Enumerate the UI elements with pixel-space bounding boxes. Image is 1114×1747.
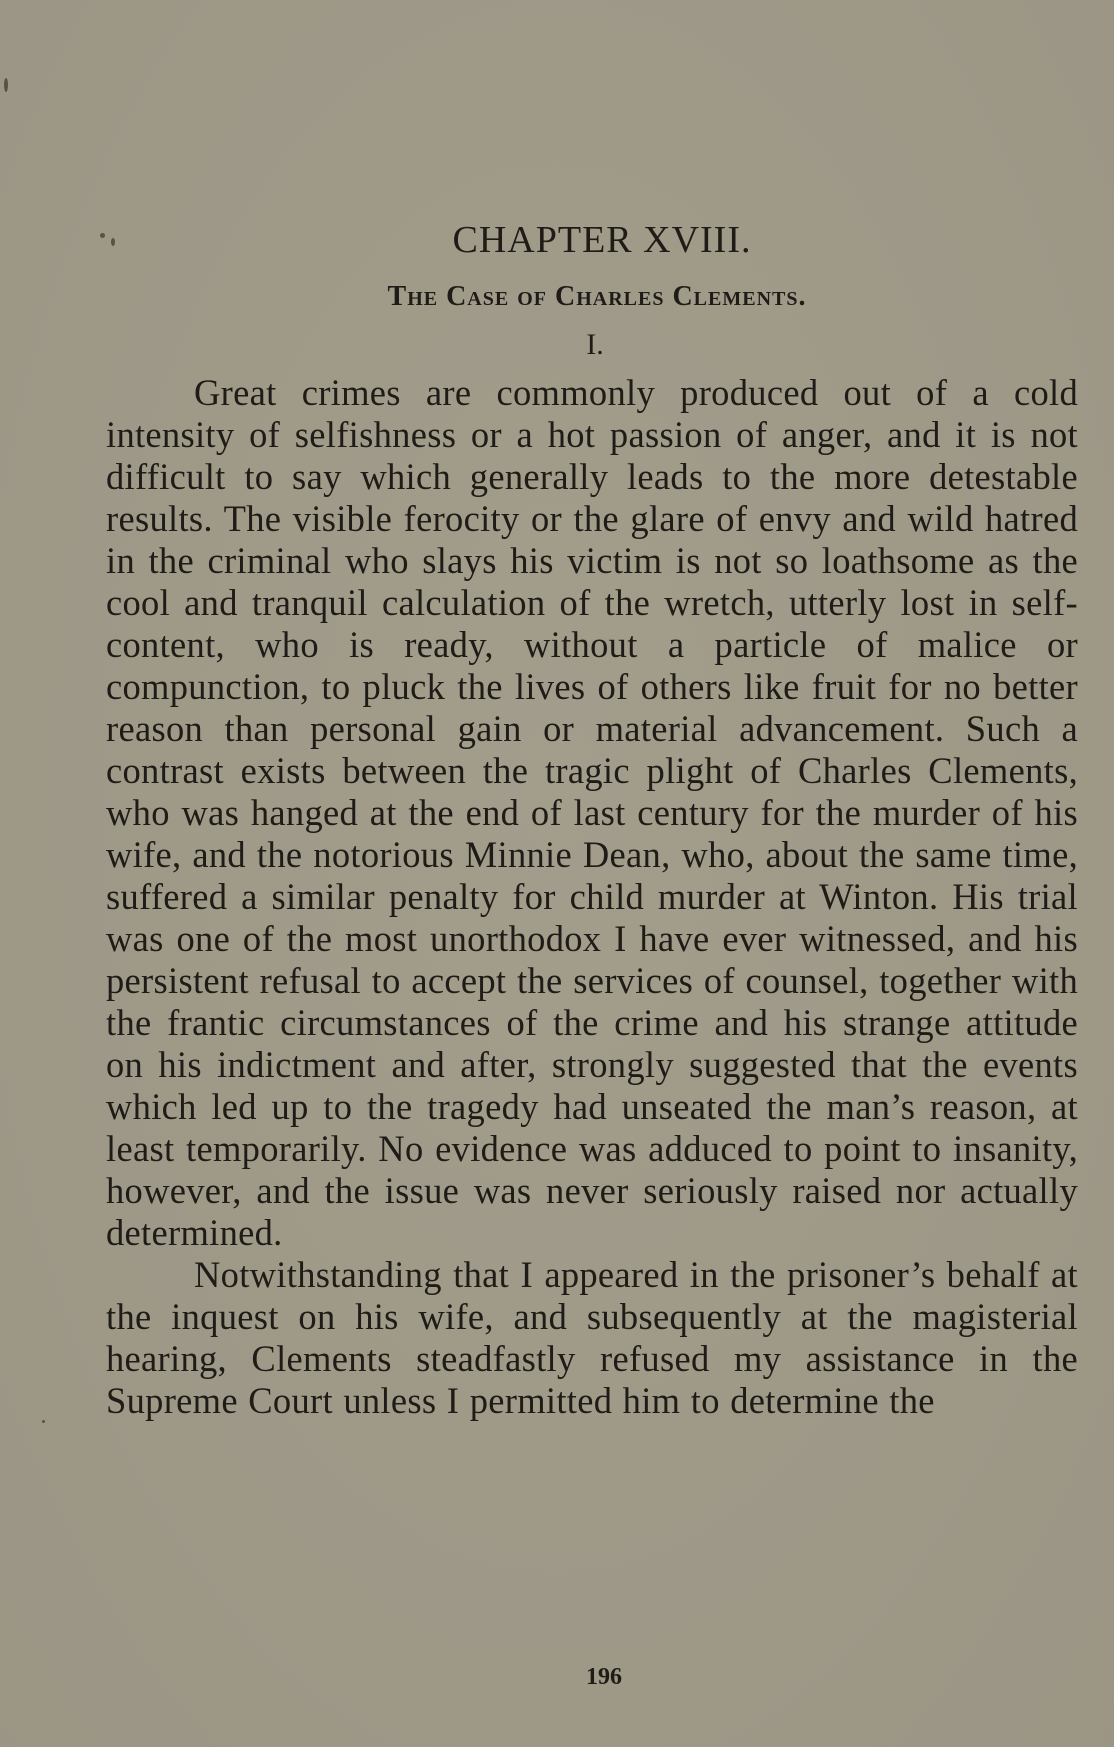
body-text xyxy=(106,372,1078,1422)
paragraph: Notwithstanding that I appeared in the prisoner’s behalf at the inquest on his wife, and subsequently at the magisterial hearing, Clements steadfastly refused my assistance in the Supreme Court unless I permitted him to determine the xyxy=(106,1254,1078,1421)
page-number: 196 xyxy=(586,1664,622,1690)
paragraph: Great crimes are commonly produced out of a cold intensity of selfishness or a hot passion of anger, and it is not difficult to say which generally leads to the more detestable results. The visible ferocity or the glare of envy and wild hatred in the criminal who slays his victim is not so loathsome as the cool and tranquil calculation of the wretch, utterly lost in self-content, who is ready, without a particle of malice or compunction, to pluck the lives of others like fruit for no better reason than personal gain or material advancement. Such a contrast exists between the tragic plight of Charles Clements, who was hanged at the end of last century for the murder of his wife, and the notorious Minnie Dean, who, about the same time, suffered a similar penalty for child murder at Winton. His trial was one of the most unorthodox I have ever witnessed, and his persistent refusal to accept the services of counsel, together with the frantic circumstances of the crime and his strange attitude on his indictment and after, strongly suggested that the events which led up to the tragedy had unseated the man’s reason, at least temporarily. No evidence was adduced to point to insanity, however, and the issue was never seriously raised nor actually determined. xyxy=(106,372,1078,1253)
chapter-heading: CHAPTER XVIII. xyxy=(452,219,752,261)
chapter-subtitle: The Case of Charles Clements. xyxy=(387,281,807,312)
section-numeral: I. xyxy=(586,328,604,361)
print-speck xyxy=(4,78,8,92)
print-speck xyxy=(42,1420,45,1423)
